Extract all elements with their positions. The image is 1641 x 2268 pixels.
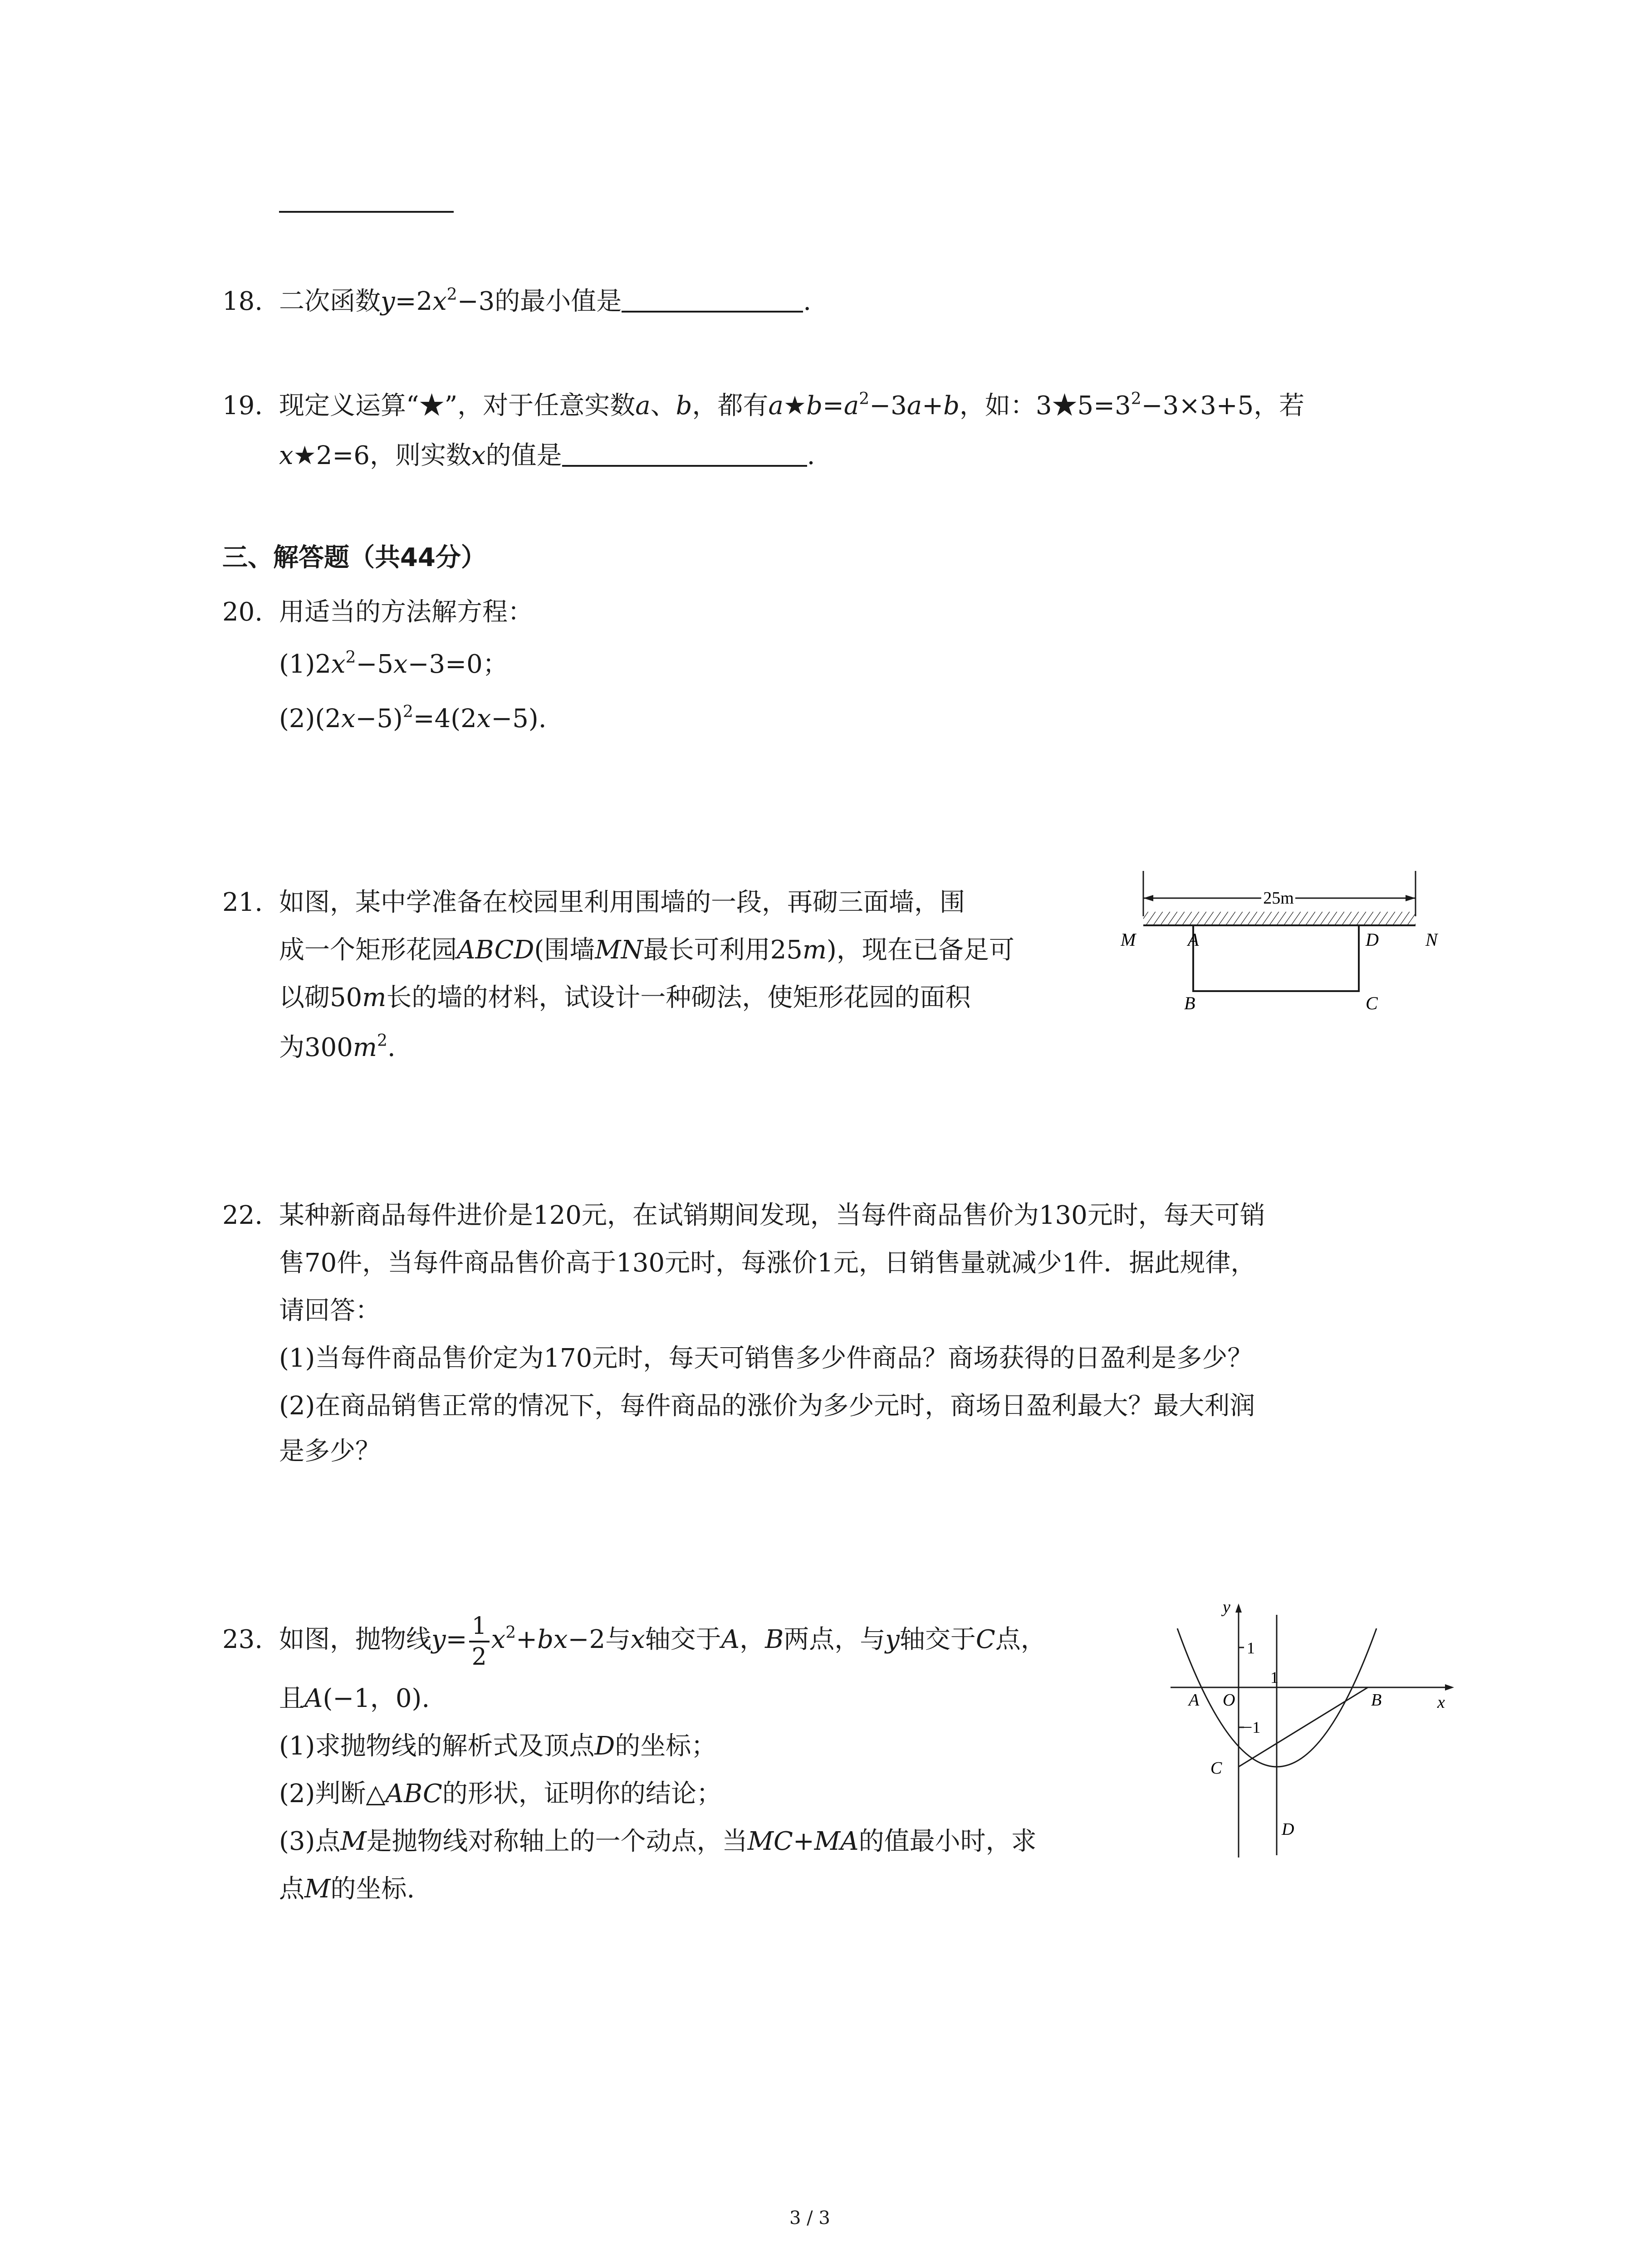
label-B: B: [1184, 993, 1195, 1013]
q20-part2: $(2)(2x-5)^2=4(2x-5)$.: [279, 703, 547, 733]
label-C: C: [1210, 1759, 1222, 1778]
half-fraction: $\frac{1}{2}$: [469, 1612, 490, 1672]
x-axis-arrow: [1445, 1684, 1454, 1691]
q23-number: 23.: [222, 1625, 263, 1654]
q19-number: 19.: [222, 391, 263, 420]
q22-line1: 某种新商品每件进价是120元，在试销期间发现，当每件商品售价为130元时，每天可销: [279, 1201, 1265, 1230]
q18-number: 18.: [222, 287, 263, 316]
q23-parabola-figure: [1161, 1597, 1461, 1860]
garden-rectangle: [1193, 925, 1359, 991]
q23-line4: (2)判断△ABC的形状，证明你的结论；: [279, 1779, 722, 1809]
label-y-neg1: −1: [1243, 1718, 1261, 1736]
q22-number: 22.: [222, 1201, 263, 1230]
q20-text: 用适当的方法解方程：: [279, 597, 533, 627]
label-O: O: [1223, 1691, 1235, 1710]
q21-line4: 为$300m^2$.: [279, 1031, 396, 1062]
q21-line3: 以砌50m长的墙的材料，试设计一种砌法，使矩形花园的面积: [279, 983, 971, 1012]
q22-line4: (1)当每件商品售价定为170元时，每天可销售多少件商品？商场获得的日盈利是多少？: [279, 1344, 1253, 1373]
q21-number: 21.: [222, 888, 263, 917]
q23-line1: 如图，抛物线y= $\frac{1}{2}$ $x^2+bx-2$与x轴交于A，B两点，与y轴交于C点，: [279, 1612, 1046, 1671]
q21-line1: 如图，某中学准备在校园里利用围墙的一段，再砌三面墙，围: [279, 888, 965, 917]
label-y-1: 1: [1247, 1639, 1255, 1657]
q21-line2: 成一个矩形花园ABCD(围墙MN最长可利用25m)，现在已备足可: [279, 935, 1014, 965]
label-B: B: [1371, 1691, 1382, 1710]
label-y: y: [1223, 1598, 1230, 1617]
label-D: D: [1282, 1820, 1294, 1839]
label-A: A: [1188, 929, 1199, 950]
q22-line5: (2)在商品销售正常的情况下，每件商品的涨价为多少元时，商场日盈利最大？最大利润: [279, 1391, 1255, 1421]
label-M: M: [1121, 929, 1136, 950]
wall-hatching: [1143, 912, 1416, 925]
q23-line5: (3)点M是抛物线对称轴上的一个动点，当MC+MA的值最小时，求: [279, 1827, 1037, 1856]
q18-answer-blank[interactable]: [622, 287, 803, 313]
q18-text: 二次函数$y=2x^2-3$的最小值是 .: [279, 285, 812, 316]
dim-arrow-right: [1406, 895, 1416, 901]
q19-answer-blank[interactable]: [562, 441, 807, 467]
dim-arrow-left: [1143, 895, 1153, 901]
q23-line3: (1)求抛物线的解析式及顶点D的坐标；: [279, 1731, 717, 1761]
q20-part1: $(1)2x^2-5x-3=0$；: [279, 648, 508, 679]
q20-number: 20.: [222, 597, 263, 627]
label-A: A: [1189, 1691, 1200, 1710]
q23-line2: 且A(−1，0).: [279, 1684, 430, 1713]
label-x: x: [1437, 1693, 1445, 1712]
q23-line6: 点M的坐标.: [279, 1874, 415, 1904]
q21-garden-figure: [1121, 857, 1438, 1021]
q19-line1: 现定义运算“★”，对于任意实数a、b，都有$a★b=a^2-3a+b$，如：$3★5=3^2-3\times 3+5$，若: [279, 390, 1305, 420]
label-C: C: [1366, 993, 1378, 1013]
q22-line6: 是多少？: [279, 1437, 381, 1466]
q19-line2: x★2=6，则实数x的值是 .: [279, 441, 815, 470]
y-axis-arrow: [1235, 1603, 1242, 1613]
carryover-blank-line: [279, 211, 454, 213]
q22-line3: 请回答：: [279, 1296, 381, 1325]
label-D: D: [1366, 929, 1379, 950]
dim-label: 25m: [1263, 889, 1294, 908]
label-N: N: [1425, 929, 1438, 950]
label-x-1: 1: [1270, 1668, 1279, 1686]
q22-line2: 售70件，当每件商品售价高于130元时，每涨价1元，日销售量就减少1件．据此规律，: [279, 1248, 1256, 1278]
section-heading: 三、解答题（共44分）: [222, 543, 486, 572]
page-number: 3 / 3: [789, 2208, 830, 2229]
